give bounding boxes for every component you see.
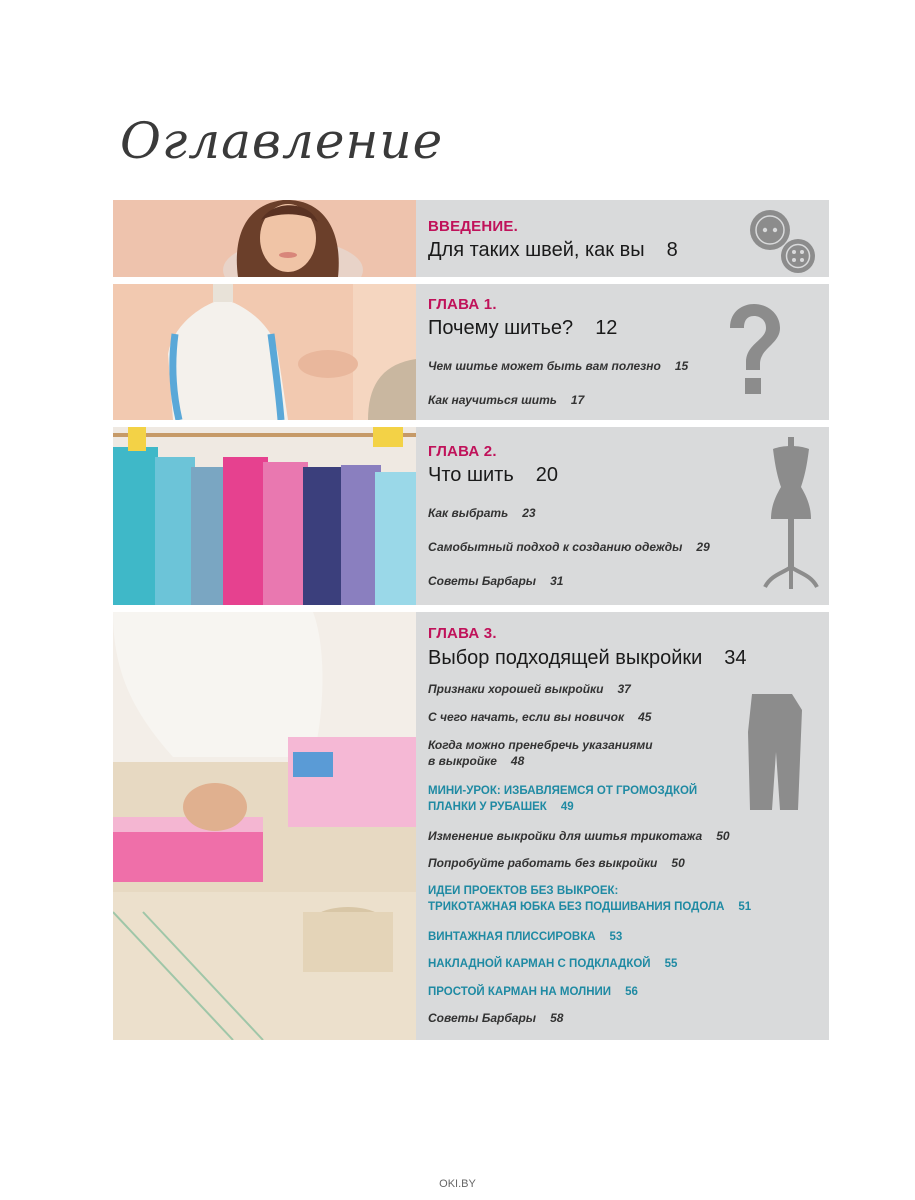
chapter3-entry[interactable]: Когда можно пренебречь указаниями в выкройке 48 [428, 738, 653, 768]
toc-chapter1-row [113, 284, 829, 420]
chapter1-label: ГЛАВА 1. [428, 296, 497, 313]
chapter3-entry[interactable]: Изменение выкройки для шитья трикотажа 50 [428, 829, 730, 843]
chapter3-entry[interactable]: ПРОСТОЙ КАРМАН НА МОЛНИИ 56 [428, 986, 638, 998]
chapter2-title[interactable] [428, 464, 558, 487]
question-mark-icon [724, 302, 784, 398]
toc-intro-row [113, 200, 829, 277]
chapter2-entry[interactable]: Самобытный подход к созданию одежды 29 [428, 540, 710, 554]
chapter3-entry[interactable]: Признаки хорошей выкройки 37 [428, 682, 631, 696]
chapter1-entry[interactable]: Как научиться шить 17 [428, 393, 585, 407]
chapter2-entry[interactable]: Как выбрать 23 [428, 506, 536, 520]
toc-chapter2-row [113, 427, 829, 605]
chapter3-entry[interactable]: Советы Барбары 58 [428, 1011, 564, 1025]
page-title: Оглавление [120, 112, 444, 170]
chapter2-panel [416, 427, 829, 605]
chapter1-title[interactable] [428, 317, 617, 340]
chapter2-photo [113, 427, 416, 605]
chapter2-page: 20 [535, 464, 558, 486]
intro-photo [113, 200, 416, 277]
intro-page: 8 [666, 239, 678, 261]
chapter2-label: ГЛАВА 2. [428, 443, 497, 460]
chapter1-entry[interactable]: Чем шитье может быть вам полезно 15 [428, 359, 689, 373]
chapter1-panel [416, 284, 829, 420]
footer-watermark: OKI.BY [439, 1178, 476, 1190]
chapter3-panel [416, 612, 829, 1040]
buttons-icon [746, 206, 818, 274]
chapter1-photo [113, 284, 416, 420]
chapter3-entry[interactable]: С чего начать, если вы новичок 45 [428, 710, 652, 724]
intro-panel [416, 200, 829, 277]
chapter2-title-text: Что шить [428, 464, 514, 486]
pants-pattern-icon [746, 692, 806, 812]
chapter3-title[interactable] [428, 647, 747, 670]
chapter3-label: ГЛАВА 3. [428, 625, 497, 642]
chapter3-page: 34 [724, 647, 747, 669]
intro-label: ВВЕДЕНИЕ. [428, 218, 518, 235]
chapter1-page: 12 [595, 317, 618, 339]
chapter3-entry[interactable]: МИНИ-УРОК: ИЗБАВЛЯЕМСЯ ОТ ГРОМОЗДКОЙ ПЛАНКИ У РУБАШЕК 49 [428, 785, 698, 813]
dress-form-icon [761, 435, 821, 593]
chapter1-title-text: Почему шитье? [428, 317, 574, 339]
chapter3-photo [113, 612, 416, 1040]
intro-title-text: Для таких швей, как вы [428, 239, 645, 261]
chapter3-entry[interactable]: Попробуйте работать без выкройки 50 [428, 856, 685, 870]
chapter3-entry[interactable]: НАКЛАДНОЙ КАРМАН С ПОДКЛАДКОЙ 55 [428, 958, 678, 970]
chapter3-entry[interactable]: ИДЕИ ПРОЕКТОВ БЕЗ ВЫКРОЕК: ТРИКОТАЖНАЯ ЮБКА БЕЗ ПОДШИВАНИЯ ПОДОЛА 51 [428, 885, 752, 913]
chapter3-entry[interactable]: ВИНТАЖНАЯ ПЛИССИРОВКА 53 [428, 931, 623, 943]
chapter2-entry[interactable]: Советы Барбары 31 [428, 574, 564, 588]
chapter3-title-text: Выбор подходящей выкройки [428, 647, 703, 669]
intro-title[interactable] [428, 239, 678, 262]
toc-chapter3-row [113, 612, 829, 1040]
